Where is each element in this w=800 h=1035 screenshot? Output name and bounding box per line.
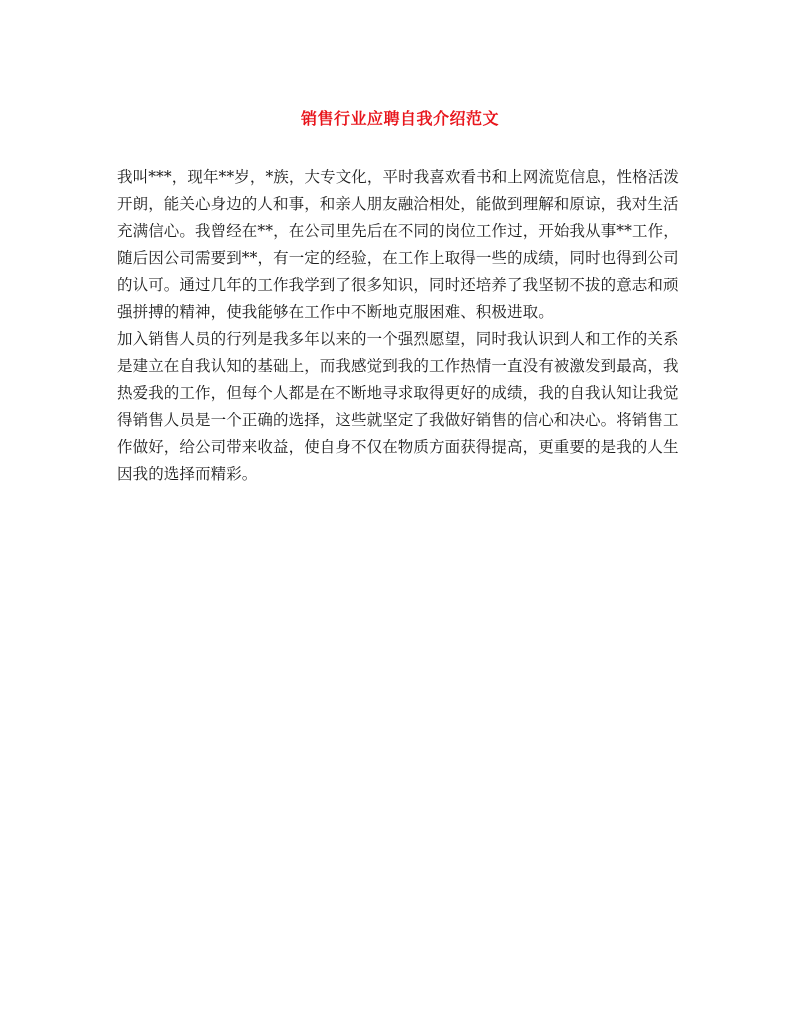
body-line: 我叫***，现年**岁，*族，大专文化，平时我喜欢看书和上网流览信息，性格活泼 bbox=[117, 168, 679, 186]
body-line: 作做好，给公司带来收益，使自身不仅在物质方面获得提高，更重要的是我的人生 bbox=[117, 438, 679, 456]
document-body bbox=[117, 164, 687, 488]
body-line: 开朗，能关心身边的人和事，和亲人朋友融洽相处，能做到理解和原谅，我对生活 bbox=[117, 195, 679, 213]
body-line: 充满信心。我曾经在**，在公司里先后在不同的岗位工作过，开始我从事**工作， bbox=[117, 222, 679, 240]
body-line: 随后因公司需要到**，有一定的经验，在工作上取得一些的成绩，同时也得到公司 bbox=[117, 249, 679, 267]
body-line: 是建立在自我认知的基础上，而我感觉到我的工作热情一直没有被激发到最高，我 bbox=[117, 357, 679, 375]
body-line: 得销售人员是一个正确的选择，这些就坚定了我做好销售的信心和决心。将销售工 bbox=[117, 411, 679, 429]
document-title: 销售行业应聘自我介绍范文 bbox=[300, 109, 499, 128]
body-line: 强拼搏的精神，使我能够在工作中不断地克服困难、积极进取。 bbox=[117, 303, 554, 321]
body-line: 加入销售人员的行列是我多年以来的一个强烈愿望，同时我认识到人和工作的关系 bbox=[117, 330, 679, 348]
body-line: 因我的选择而精彩。 bbox=[117, 465, 258, 483]
body-line: 的认可。通过几年的工作我学到了很多知识，同时还培养了我坚韧不拔的意志和顽 bbox=[117, 276, 679, 294]
body-line: 热爱我的工作，但每个人都是在不断地寻求取得更好的成绩，我的自我认知让我觉 bbox=[117, 384, 679, 402]
